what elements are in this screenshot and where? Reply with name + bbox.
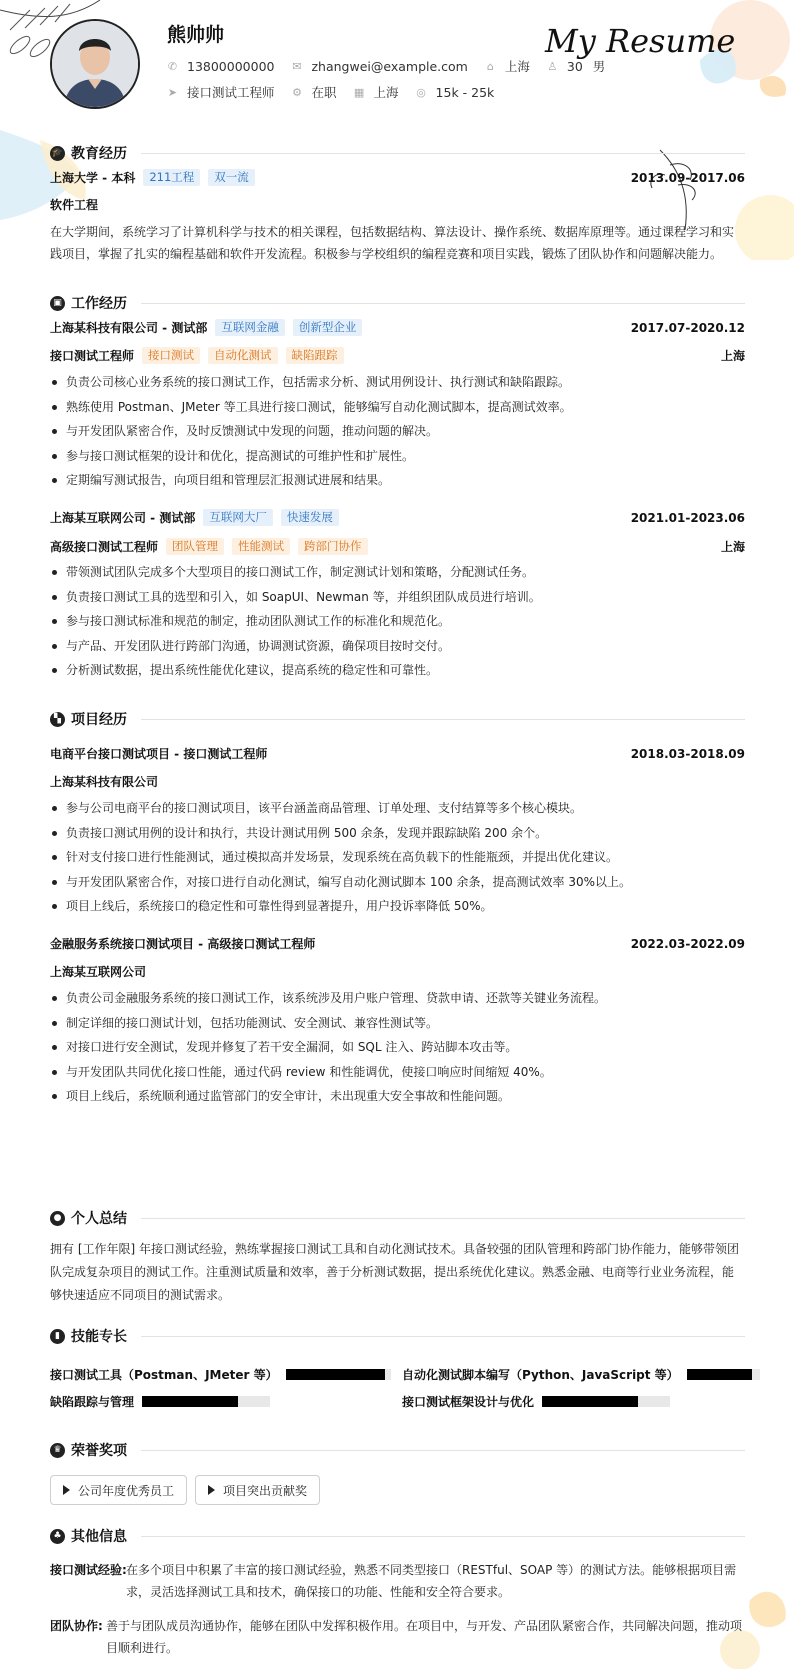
skill-bar-fill <box>286 1369 386 1380</box>
graduation-cap-icon: 🎓 <box>50 146 65 161</box>
education-description: 在大学期间，系统学习了计算机科学与技术的相关课程，包括数据结构、算法设计、操作系统、数据库原理等。通过课程学习和实践项目，掌握了扎实的编程基础和软件开发流程。积极参与学校组织的编程竞赛和项目实践，锻炼了团队协作和问题解决能力。 <box>50 225 735 261</box>
skill-bar <box>142 1396 270 1407</box>
job-header <box>50 509 745 526</box>
divider <box>141 1336 745 1337</box>
skill-bar <box>542 1396 670 1407</box>
list-item: 与开发团队共同优化接口性能，通过代码 review 和性能调优，使接口响应时间缩短 40%。 <box>50 1060 745 1085</box>
section-title: 工作经历 <box>71 296 127 312</box>
phone: 13800000000 <box>187 58 275 74</box>
school-degree: 上海大学 - 本科 <box>50 171 136 185</box>
skill-bar-fill <box>142 1396 238 1407</box>
major-row <box>50 196 745 213</box>
skill-name: 缺陷跟踪与管理 <box>50 1395 135 1409</box>
other-label: 接口测试经验: <box>50 1563 127 1577</box>
list-item: 针对支付接口进行性能测试，通过模拟高并发场景，发现系统在高负载下的性能瓶颈，并提出优化建议。 <box>50 845 745 870</box>
skill-item <box>50 1366 391 1383</box>
list-item: 定期编写测试报告，向项目组和管理层汇报测试进展和结果。 <box>50 468 745 493</box>
role: 接口测试工程师 <box>50 349 135 363</box>
skill-name: 接口测试工具（Postman、JMeter 等） <box>50 1368 278 1382</box>
role: 高级接口测试工程师 <box>50 540 159 554</box>
date-range: 2022.03-2022.09 <box>630 936 745 951</box>
tag: 211工程 <box>143 169 200 186</box>
chart-icon: ▮ <box>50 1329 65 1344</box>
project-company: 上海某互联网公司 <box>50 965 147 979</box>
play-icon <box>208 1485 215 1495</box>
skill-bar-fill <box>542 1396 638 1407</box>
award-label: 公司年度优秀员工 <box>78 1483 175 1498</box>
section-title: 其他信息 <box>71 1529 127 1545</box>
divider <box>141 153 745 154</box>
list-item: 参与公司电商平台的接口测试项目，该平台涵盖商品管理、订单处理、支付结算等多个核心模块。 <box>50 796 745 821</box>
skill-item <box>402 1393 670 1410</box>
date-range: 2017.07-2020.12 <box>630 320 745 335</box>
salary-icon: ◎ <box>416 85 426 99</box>
date-range: 2021.01-2023.06 <box>630 510 745 525</box>
avatar <box>50 19 140 109</box>
divider <box>141 303 745 304</box>
project-name: 金融服务系统接口测试项目 - 高级接口测试工程师 <box>50 937 316 951</box>
job-intent-row <box>166 83 510 101</box>
skill-bar <box>687 1369 760 1380</box>
list-item: 项目上线后，系统接口的稳定性和可靠性得到显著提升，用户投诉率降低 50%。 <box>50 894 745 919</box>
job-bullets <box>50 370 745 493</box>
summary-text: 拥有 [工作年限] 年接口测试经验，熟练掌握接口测试工具和自动化测试技术。具备较强的团队管理和跨部门协作能力，能够带领团队完成复杂项目的测试工作。注重测试质量和效率，善于分析测试数据，提出系统优化建议。熟悉金融、电商等行业业务流程，能够快速适应不同项目的测试需求。 <box>50 1242 739 1302</box>
skills-section <box>50 1326 745 1409</box>
project-bullets <box>50 796 745 919</box>
contact-row <box>166 57 621 75</box>
divider <box>141 1536 745 1537</box>
awards-section <box>50 1440 745 1510</box>
building-icon: ▦ <box>353 85 365 99</box>
list-item: 熟练使用 Postman、JMeter 等工具进行接口测试，能够编写自动化测试脚本，提高测试效率。 <box>50 395 745 420</box>
work-section <box>50 293 745 693</box>
list-item: 对接口进行安全测试，发现并修复了若干安全漏洞，如 SQL 注入、跨站脚本攻击等。 <box>50 1035 745 1060</box>
job-city: 上海 <box>720 540 745 554</box>
location: 上海 <box>504 59 530 74</box>
award-item[interactable] <box>195 1475 320 1505</box>
tag: 创新型企业 <box>293 319 363 336</box>
skill-item <box>50 1393 270 1410</box>
company: 上海某互联网公司 - 测试部 <box>50 511 196 525</box>
age-icon: ♙ <box>547 59 558 73</box>
skill-name: 接口测试框架设计与优化 <box>402 1395 535 1409</box>
avatar-photo <box>52 21 138 107</box>
list-item: 负责接口测试用例的设计和执行，共设计测试用例 500 余条，发现并跟踪缺陷 200 余个。 <box>50 821 745 846</box>
mail-icon: ✉ <box>292 59 302 73</box>
other-info-section <box>50 1526 745 1666</box>
list-item: 分析测试数据，提出系统性能优化建议，提高系统的稳定性和可靠性。 <box>50 658 745 683</box>
project-company: 上海某科技有限公司 <box>50 775 159 789</box>
award-label: 项目突出贡献奖 <box>223 1483 308 1498</box>
education-section <box>50 143 745 283</box>
skill-bar-fill <box>687 1369 753 1380</box>
job-bullets <box>50 560 745 683</box>
expected-salary: 15k - 25k <box>435 84 495 100</box>
section-title: 项目经历 <box>71 712 127 728</box>
project-bullets <box>50 986 745 1109</box>
section-title: 荣誉奖项 <box>71 1443 127 1459</box>
phone-icon: ✆ <box>167 59 178 73</box>
target-position: 接口测试工程师 <box>187 85 275 100</box>
divider <box>141 719 745 720</box>
list-item: 与产品、开发团队进行跨部门沟通，协调测试资源，确保项目按时交付。 <box>50 634 745 659</box>
date-range: 2018.03-2018.09 <box>630 746 745 761</box>
tag: 跨部门协作 <box>298 538 368 555</box>
list-item: 项目上线后，系统顺利通过监管部门的安全审计，未出现重大安全事故和性能问题。 <box>50 1084 745 1109</box>
list-item: 参与接口测试标准和规范的制定，推动团队测试工作的标准化和规范化。 <box>50 609 745 634</box>
user-icon: ● <box>50 1211 65 1226</box>
trophy-icon: ♛ <box>50 1443 65 1458</box>
tag: 快速发展 <box>281 509 339 526</box>
award-icon: ♣ <box>50 1529 65 1544</box>
play-icon <box>63 1485 70 1495</box>
section-title: 技能专长 <box>71 1329 127 1345</box>
major: 软件工程 <box>50 198 99 212</box>
skill-bar <box>286 1369 391 1380</box>
gear-icon: ⚙ <box>292 85 302 99</box>
target-city: 上海 <box>373 85 399 100</box>
gender: 男 <box>592 59 606 74</box>
other-item <box>50 1615 750 1659</box>
tag: 互联网金融 <box>215 319 285 336</box>
tag: 互联网大厂 <box>203 509 273 526</box>
divider <box>141 1450 745 1451</box>
tag: 缺陷跟踪 <box>286 347 344 364</box>
job-role-row <box>50 538 745 555</box>
resume-title: My Resume <box>545 22 736 60</box>
project-header <box>50 745 745 762</box>
project-company-row <box>50 963 745 980</box>
job-city: 上海 <box>720 349 745 363</box>
home-icon: ⌂ <box>486 59 494 73</box>
projects-section <box>50 709 745 1129</box>
project-name: 电商平台接口测试项目 - 接口测试工程师 <box>50 747 268 761</box>
project-company-row <box>50 773 745 790</box>
award-item[interactable] <box>50 1475 187 1505</box>
divider <box>141 1218 745 1219</box>
section-title: 教育经历 <box>71 146 127 162</box>
send-icon: ➤ <box>167 85 178 99</box>
education-header <box>50 169 745 186</box>
briefcase-icon: ▣ <box>50 296 65 311</box>
grid-icon: ▚ <box>50 712 65 727</box>
resume-header <box>0 0 794 125</box>
list-item: 负责接口测试工具的选型和引入，如 SoapUI、Newman 等，并组织团队成员进行培训。 <box>50 585 745 610</box>
project-header <box>50 935 745 952</box>
date-range: 2013.09-2017.06 <box>630 170 745 185</box>
age: 30 <box>566 58 583 74</box>
list-item: 负责公司核心业务系统的接口测试工作，包括需求分析、测试用例设计、执行测试和缺陷跟踪。 <box>50 370 745 395</box>
email: zhangwei@example.com <box>311 58 468 74</box>
list-item: 参与接口测试框架的设计和优化，提高测试的可维护性和扩展性。 <box>50 444 745 469</box>
other-label: 团队协作: <box>50 1619 103 1633</box>
summary-section <box>50 1208 745 1308</box>
job-status: 在职 <box>311 85 337 100</box>
job-header <box>50 319 745 336</box>
list-item: 制定详细的接口测试计划，包括功能测试、安全测试、兼容性测试等。 <box>50 1011 745 1036</box>
other-value: 在多个项目中积累了丰富的接口测试经验，熟悉不同类型接口（RESTful、SOAP 等）的测试方法。能够根据项目需求，灵活选择测试工具和技术，确保接口的功能、性能和安全符合要求。 <box>126 1563 737 1599</box>
tag: 性能测试 <box>232 538 290 555</box>
other-item <box>50 1559 750 1603</box>
list-item: 带领测试团队完成多个大型项目的接口测试工作，制定测试计划和策略，分配测试任务。 <box>50 560 745 585</box>
company: 上海某科技有限公司 - 测试部 <box>50 321 208 335</box>
list-item: 负责公司金融服务系统的接口测试工作，该系统涉及用户账户管理、贷款申请、还款等关键业务流程。 <box>50 986 745 1011</box>
tag: 团队管理 <box>166 538 224 555</box>
skill-name: 自动化测试脚本编写（Python、JavaScript 等） <box>402 1368 679 1382</box>
tag: 自动化测试 <box>208 347 278 364</box>
list-item: 与开发团队紧密合作，及时反馈测试中发现的问题，推动问题的解决。 <box>50 419 745 444</box>
tag: 接口测试 <box>142 347 200 364</box>
other-value: 善于与团队成员沟通协作，能够在团队中发挥积极作用。在项目中，与开发、产品团队紧密合作，共同解决问题，推动项目顺利进行。 <box>106 1619 743 1655</box>
section-title: 个人总结 <box>71 1211 127 1227</box>
list-item: 与开发团队紧密合作，对接口进行自动化测试，编写自动化测试脚本 100 余条，提高测试效率 30%以上。 <box>50 870 745 895</box>
skill-item <box>402 1366 760 1383</box>
job-role-row <box>50 347 745 364</box>
tag: 双一流 <box>208 169 255 186</box>
candidate-name: 熊帅帅 <box>167 24 225 46</box>
